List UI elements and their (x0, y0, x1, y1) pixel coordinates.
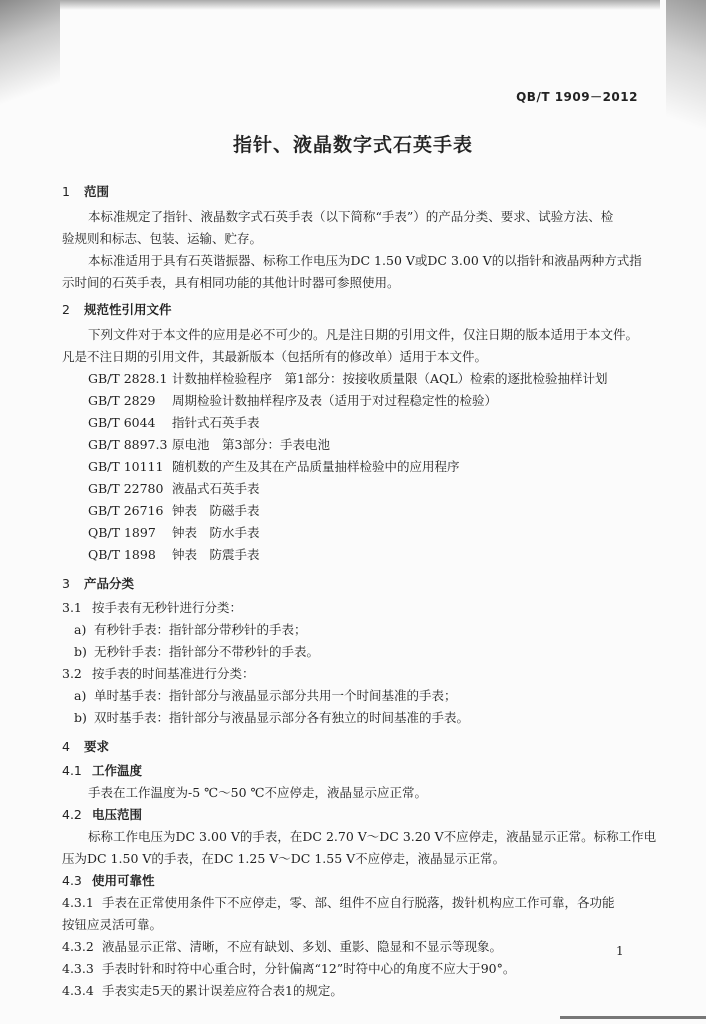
list-item (74, 646, 319, 659)
clause-title: 工作温度 (92, 763, 143, 778)
list-text: 无秒针手表：指针部分不带秒针的手表。 (94, 644, 320, 659)
clause-text: 手表时针和时符中心重合时，分针偏离“12”时符中心的角度不应大于90°。 (102, 961, 516, 976)
reference-item (88, 505, 260, 518)
page-number: 1 (616, 944, 624, 958)
list-item (74, 624, 307, 637)
list-text: 双时基手表：指针部分与液晶显示部分各有独立的时间基准的手表。 (94, 710, 470, 725)
clause-3-2 (62, 668, 255, 681)
reference-code: QB/T 1897 (88, 525, 156, 540)
clause-number: 4.3.3 (62, 961, 94, 976)
reference-item (88, 549, 260, 562)
reference-title: 液晶式石英手表 (172, 481, 260, 496)
list-item (74, 690, 457, 703)
clause-text: 液晶显示正常、清晰，不应有缺划、多划、重影、隐显和不显示等现象。 (102, 939, 503, 954)
section-number: 2 (62, 302, 70, 317)
reference-item (88, 395, 497, 408)
reference-title: 原电池 第3部分：手表电池 (172, 437, 330, 452)
clause-text: 按手表的时间基准进行分类： (92, 666, 255, 681)
section-number: 4 (62, 739, 70, 754)
section-heading-3 (62, 578, 134, 591)
clause-4-3-heading (62, 875, 155, 888)
clause-4-1-text: 手表在工作温度为-5 ℃～50 ℃不应停走，液晶显示应正常。 (88, 785, 427, 800)
clause-number: 3.2 (62, 666, 82, 681)
reference-item (88, 461, 460, 474)
clause-number: 4.1 (62, 763, 82, 778)
reference-item (88, 439, 330, 452)
clause-number: 3.1 (62, 600, 82, 615)
reference-item (88, 483, 260, 496)
reference-code: GB/T 2829 (88, 393, 156, 408)
reference-code: QB/T 1898 (88, 547, 156, 562)
clause-text: 手表在正常使用条件下不应停走，零、部、组件不应自行脱落，拨针机构应工作可靠，各功能 (102, 895, 615, 910)
normative-intro-line-2: 凡是不注日期的引用文件，其最新版本（包括所有的修改单）适用于本文件。 (62, 349, 488, 364)
reference-code: GB/T 2828.1 (88, 371, 168, 386)
list-marker: a) (74, 688, 87, 703)
section-heading-4 (62, 741, 109, 754)
section-title: 产品分类 (84, 576, 135, 591)
reference-item (88, 527, 260, 540)
clause-number: 4.3 (62, 873, 82, 888)
clause-4-1-heading (62, 765, 142, 778)
section-heading-2 (62, 304, 172, 317)
reference-item (88, 417, 260, 430)
clause-title: 电压范围 (92, 807, 143, 822)
scope-paragraph-1-line-2: 验规则和标志、包装、运输、贮存。 (62, 231, 263, 246)
reference-code: GB/T 6044 (88, 415, 156, 430)
list-marker: a) (74, 622, 87, 637)
section-number: 1 (62, 184, 70, 199)
list-text: 有秒针手表：指针部分带秒针的手表； (94, 622, 307, 637)
clause-4-3-1-line-2: 按钮应灵活可靠。 (62, 917, 163, 932)
list-text: 单时基手表：指针部分与液晶显示部分共用一个时间基准的手表； (94, 688, 457, 703)
reference-code: GB/T 26716 (88, 503, 164, 518)
scope-paragraph-2-line-2: 示时间的石英手表，具有相同功能的其他计时器可参照使用。 (62, 275, 400, 290)
scan-shadow-left (0, 0, 60, 110)
clause-4-3-1 (62, 897, 615, 910)
list-marker: b) (74, 710, 87, 725)
reference-code: GB/T 22780 (88, 481, 164, 496)
reference-title: 钟表 防水手表 (172, 525, 260, 540)
clause-4-3-3 (62, 963, 515, 976)
scope-paragraph-1-line-1: 本标准规定了指针、液晶数字式石英手表（以下简称“手表”）的产品分类、要求、试验方法、检 (88, 209, 614, 224)
clause-4-3-4 (62, 985, 343, 998)
reference-title: 钟表 防磁手表 (172, 503, 260, 518)
reference-item (88, 373, 608, 386)
clause-title: 使用可靠性 (92, 873, 155, 888)
reference-code: GB/T 10111 (88, 459, 164, 474)
standard-code: QB/T 1909－2012 (516, 90, 638, 104)
section-number: 3 (62, 576, 70, 591)
clause-4-3-2 (62, 941, 502, 954)
section-heading-1 (62, 186, 109, 199)
clause-4-2-heading (62, 809, 142, 822)
scan-shadow-top (40, 0, 660, 10)
section-title: 规范性引用文件 (84, 302, 172, 317)
reference-title: 随机数的产生及其在产品质量抽样检验中的应用程序 (172, 459, 460, 474)
clause-number: 4.3.2 (62, 939, 94, 954)
reference-title: 钟表 防震手表 (172, 547, 260, 562)
section-title: 要求 (84, 739, 110, 754)
clause-text: 按手表有无秒针进行分类： (92, 600, 243, 615)
clause-3-1 (62, 602, 242, 615)
scan-shadow-right (666, 0, 706, 140)
clause-4-2-text-line-1: 标称工作电压为DC 3.00 V的手表，在DC 2.70 V～DC 3.20 V不应停走，液晶显示正常。标称工作电 (88, 829, 657, 844)
list-item (74, 712, 469, 725)
page-title: 指针、液晶数字式石英手表 (232, 134, 473, 156)
reference-title: 计数抽样检验程序 第1部分：按接收质量限（AQL）检索的逐批检验抽样计划 (172, 371, 608, 386)
reference-title: 周期检验计数抽样程序及表（适用于对过程稳定性的检验） (172, 393, 498, 408)
scan-edge-line (560, 1016, 706, 1019)
reference-title: 指针式石英手表 (172, 415, 260, 430)
clause-number: 4.3.1 (62, 895, 94, 910)
reference-code: GB/T 8897.3 (88, 437, 168, 452)
clause-text: 手表实走5天的累计误差应符合表1的规定。 (102, 983, 343, 998)
clause-number: 4.3.4 (62, 983, 94, 998)
normative-intro-line-1: 下列文件对于本文件的应用是必不可少的。凡是注日期的引用文件，仅注日期的版本适用于本文件。 (88, 327, 639, 342)
list-marker: b) (74, 644, 87, 659)
clause-number: 4.2 (62, 807, 82, 822)
section-title: 范围 (84, 184, 110, 199)
scope-paragraph-2-line-1: 本标准适用于具有石英谐振器、标称工作电压为DC 1.50 V或DC 3.00 V的以指针和液晶两种方式指 (88, 253, 642, 268)
clause-4-2-text-line-2: 压为DC 1.50 V的手表，在DC 1.25 V～DC 1.55 V不应停走，液晶显示正常。 (62, 851, 506, 866)
